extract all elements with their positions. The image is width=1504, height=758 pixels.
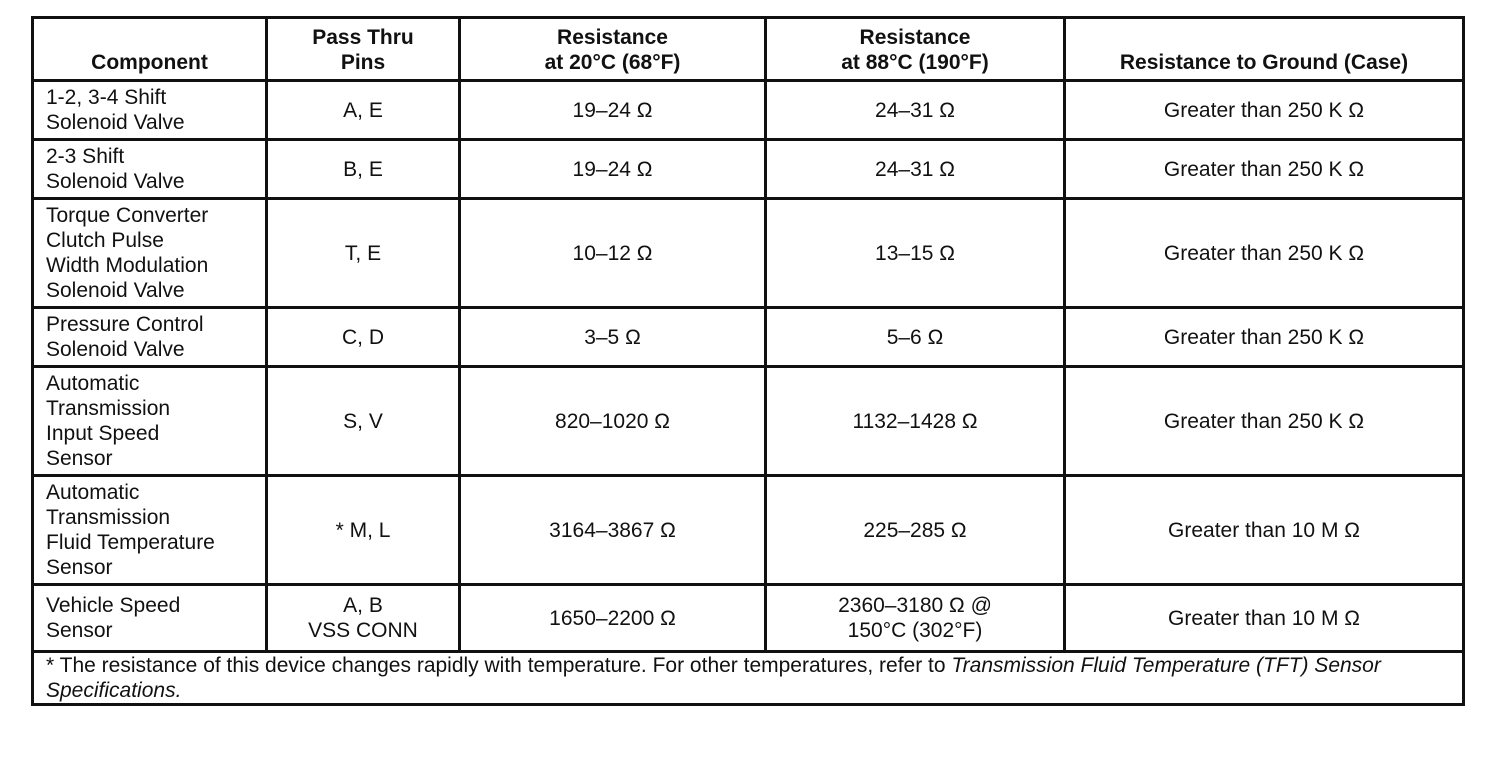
ground-cell: Greater than 250 K Ω [1065, 199, 1464, 308]
component-cell: Pressure Control Solenoid Valve [33, 308, 267, 367]
res88-cell: 13–15 Ω [766, 199, 1065, 308]
res20-cell: 10–12 Ω [460, 199, 766, 308]
table-row [33, 81, 1464, 140]
res88-cell: 1132–1428 Ω [766, 367, 1065, 476]
header-resistance-20c: Resistance at 20°C (68°F) [460, 18, 766, 81]
table-row [33, 199, 1464, 308]
table-row [33, 140, 1464, 199]
header-resistance-to-ground: Resistance to Ground (Case) [1065, 18, 1464, 81]
ground-cell: Greater than 10 M Ω [1065, 585, 1464, 652]
pins-cell: A, E [267, 81, 460, 140]
table-row [33, 476, 1464, 585]
res20-cell: 3–5 Ω [460, 308, 766, 367]
res88-cell: 225–285 Ω [766, 476, 1065, 585]
res88-cell: 24–31 Ω [766, 140, 1065, 199]
component-cell: 1-2, 3-4 Shift Solenoid Valve [33, 81, 267, 140]
res88-cell: 2360–3180 Ω @ 150°C (302°F) [766, 585, 1065, 652]
pins-cell: T, E [267, 199, 460, 308]
res88-cell: 5–6 Ω [766, 308, 1065, 367]
ground-cell: Greater than 250 K Ω [1065, 308, 1464, 367]
footnote-text: * The resistance of this device changes rapidly with temperature. For other temperatures, refer to [46, 654, 952, 677]
pins-cell: B, E [267, 140, 460, 199]
ground-cell: Greater than 250 K Ω [1065, 81, 1464, 140]
table-row [33, 308, 1464, 367]
component-cell: 2-3 Shift Solenoid Valve [33, 140, 267, 199]
component-cell: Automatic Transmission Fluid Temperature Sensor [33, 476, 267, 585]
ground-cell: Greater than 250 K Ω [1065, 140, 1464, 199]
component-cell: Automatic Transmission Input Speed Sensor [33, 367, 267, 476]
res20-cell: 1650–2200 Ω [460, 585, 766, 652]
footnote-cell [33, 652, 1464, 705]
pins-cell: A, B VSS CONN [267, 585, 460, 652]
component-cell: Vehicle Speed Sensor [33, 585, 267, 652]
header-resistance-88c: Resistance at 88°C (190°F) [766, 18, 1065, 81]
ground-cell: Greater than 10 M Ω [1065, 476, 1464, 585]
ground-cell: Greater than 250 K Ω [1065, 367, 1464, 476]
footnote-reference: Transmission Fluid Temperature (TFT) Sensor Specifications. [46, 654, 1381, 702]
header-pass-thru-pins: Pass Thru Pins [267, 18, 460, 81]
pins-cell: S, V [267, 367, 460, 476]
footnote-row [33, 652, 1464, 705]
header-component: Component [33, 18, 267, 81]
resistance-spec-table [31, 16, 1465, 706]
table-row [33, 367, 1464, 476]
header-row [33, 18, 1464, 81]
res20-cell: 3164–3867 Ω [460, 476, 766, 585]
res88-cell: 24–31 Ω [766, 81, 1065, 140]
table-row [33, 585, 1464, 652]
pins-cell: * M, L [267, 476, 460, 585]
res20-cell: 19–24 Ω [460, 81, 766, 140]
pins-cell: C, D [267, 308, 460, 367]
res20-cell: 820–1020 Ω [460, 367, 766, 476]
component-cell: Torque Converter Clutch Pulse Width Modulation Solenoid Valve [33, 199, 267, 308]
res20-cell: 19–24 Ω [460, 140, 766, 199]
